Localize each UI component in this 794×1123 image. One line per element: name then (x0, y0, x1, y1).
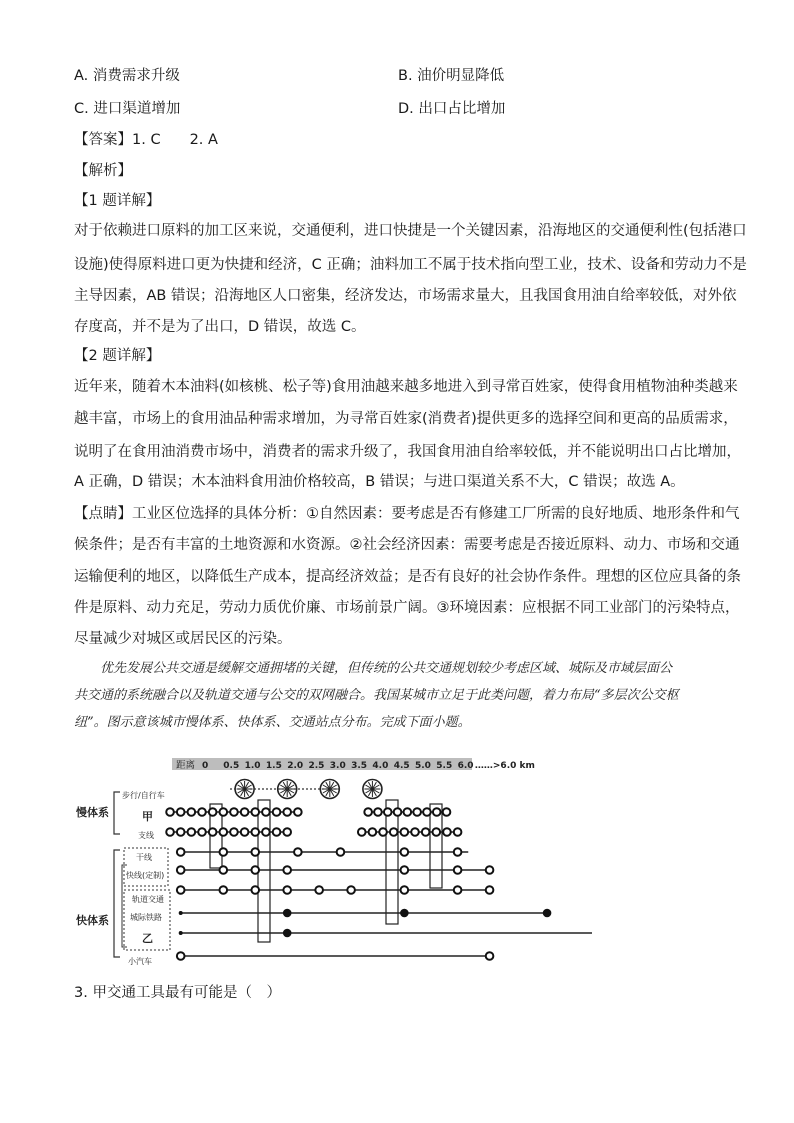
stop-marker (251, 808, 259, 816)
stop-marker (337, 848, 345, 856)
distance-tick-label: 1.5 (265, 761, 282, 771)
stop-marker (230, 808, 238, 816)
stop-marker (486, 866, 494, 874)
row-label-walk: 步行/自行车 (122, 791, 165, 800)
stop-marker (401, 886, 409, 894)
stop-marker (454, 886, 462, 894)
option-a: A. 消费需求升级 (74, 68, 180, 84)
stop-marker (294, 848, 302, 856)
stop-marker (413, 808, 421, 816)
q2-line: 说明了在食用油消费市场中，消费者的需求升级了，我国食用油自给率较低，并不能说明出口占比增加， (74, 444, 741, 460)
q1-tag: 【1 题详解】 (74, 193, 161, 209)
row-label-jia: 甲 (142, 810, 153, 823)
stop-marker (220, 828, 228, 836)
answer-text: 1. C 2. A (132, 132, 218, 148)
stop-marker (188, 828, 196, 836)
stop-marker (198, 808, 206, 816)
stop-marker (401, 866, 409, 874)
stop-marker (369, 828, 377, 836)
stop-marker (443, 828, 451, 836)
stop-marker (251, 828, 259, 836)
q2-line: A 正确，D 错误；木本油料食用油价格较高，B 错误；与进口渠道关系不大，C 错误；故选 A。 (74, 474, 685, 490)
stop-marker (433, 808, 441, 816)
tips-line: 运输便利的地区，以降低生产成本，提高经济效益；是否有良好的社会协作条件。理想的区位应具备的条 (74, 569, 741, 585)
stop-marker (283, 886, 291, 894)
stop-marker (384, 808, 392, 816)
q2-line: 近年来，随着木本油料(如核桃、松子等)食用油越来越多地进入到寻常百姓家，使得食用植物油种类越来 (74, 379, 738, 395)
stop-marker (404, 808, 412, 816)
q2-tag: 【2 题详解】 (74, 348, 161, 364)
distance-tick-label: 4.0 (372, 761, 389, 771)
q1-line: 主导因素，AB 错误；沿海地区人口密集，经济发达，市场需求量大，且我国食用油自给率较低，对外依 (74, 288, 737, 304)
distance-label: 距离 (176, 760, 196, 771)
stop-marker (198, 828, 206, 836)
slow-system-label: 慢体系 (76, 806, 109, 819)
distance-tick-label: 1.0 (244, 761, 261, 771)
stop-marker (188, 808, 196, 816)
stop-marker (241, 808, 249, 816)
stop-marker (262, 808, 270, 816)
stop-marker (283, 866, 291, 874)
stop-marker (209, 808, 217, 816)
answer-tag: 【答案】 (74, 132, 132, 148)
stop-marker (283, 808, 291, 816)
tips-line: 候条件；是否有丰富的土地资源和水资源。②社会经济因素：需要考虑是否接近原料、动力、市场和交通 (74, 537, 740, 553)
tips-line: 尽量减少对城区或居民区的污染。 (74, 631, 292, 647)
intro-line: 纽”。图示意该城市慢体系、快体系、交通站点分布。完成下面小题。 (74, 715, 471, 730)
stop-marker (177, 866, 185, 874)
q1-line: 设施)使得原料进口更为快捷和经济，C 正确；油料加工不属于技术指向型工业，技术、设备和劳动力不是 (74, 257, 747, 273)
intro-paragraph (74, 655, 724, 736)
transport-rows (166, 808, 592, 960)
answer-line (74, 131, 218, 149)
stop-marker (394, 808, 402, 816)
distance-tick-label: 6.0 (457, 761, 474, 771)
distance-tick-label: 3.5 (351, 761, 368, 771)
stop-marker (379, 828, 387, 836)
transit-hub-diagram (72, 752, 592, 972)
stop-marker (422, 828, 430, 836)
stop-marker (433, 828, 441, 836)
distance-tick-label: 4.5 (393, 761, 410, 771)
row-label-express: 快线(定制) (126, 871, 165, 880)
stop-marker (454, 828, 462, 836)
tips-first-line (74, 505, 740, 523)
stop-marker (401, 828, 409, 836)
stop-marker (411, 828, 419, 836)
row-label-intercity: 城际铁路 (130, 913, 162, 922)
stop-marker (315, 886, 323, 894)
option-c: C. 进口渠道增加 (74, 101, 181, 117)
tips-text: 工业区位选择的具体分析：①自然因素：要考虑是否有修建工厂所需的良好地质、地形条件和气 (132, 506, 740, 522)
row-label-rail: 轨道交通 (132, 895, 164, 904)
stop-marker (251, 866, 259, 874)
fast-bracket (114, 850, 120, 957)
hub-wheels (235, 780, 382, 799)
fast-system-label: 快体系 (76, 914, 109, 927)
q1-line: 对于依赖进口原料的加工区来说，交通便利，进口快捷是一个关键因素，沿海地区的交通便利性(包括港口 (74, 223, 747, 239)
stop-marker (177, 848, 185, 856)
stop-marker (486, 886, 494, 894)
stop-marker (347, 886, 355, 894)
distance-tick-label: 2.0 (287, 761, 304, 771)
stop-marker (177, 828, 185, 836)
row-label-trunk: 干线 (136, 853, 152, 862)
stop-marker (166, 808, 174, 816)
stop-marker (443, 808, 451, 816)
station-dot (543, 909, 552, 918)
option-b: B. 油价明显降低 (398, 68, 505, 84)
stop-marker (220, 808, 228, 816)
q1-line: 存度高，并不是为了出口，D 错误，故选 C。 (74, 319, 366, 335)
intro-line: 优先发展公共交通是缓解交通拥堵的关键，但传统的公共交通规划较少考虑区域、城际及市域层面公 (100, 661, 673, 676)
stop-marker (220, 886, 228, 894)
station-dot (400, 909, 409, 918)
stop-marker (273, 828, 281, 836)
stop-marker (262, 828, 270, 836)
stop-marker (401, 848, 409, 856)
stop-marker (220, 866, 228, 874)
tips-tag: 【点睛】 (74, 506, 132, 522)
stop-marker (209, 828, 217, 836)
q2-line: 越丰富，市场上的食用油品种需求增加，为寻常百姓家(消费者)提供更多的选择空间和更高的品质需求， (74, 411, 738, 427)
intro-line: 共交通的系统融合以及轨道交通与公交的双网融合。我国某城市立足于此类问题，着力布局“多层次公交枢 (74, 688, 679, 703)
distance-tick-label: 0 (202, 761, 209, 771)
station-dot (283, 909, 292, 918)
row-label-branch: 支线 (138, 831, 154, 840)
stop-marker (177, 952, 185, 960)
stop-marker (358, 828, 366, 836)
stop-marker (241, 828, 249, 836)
stop-marker (364, 808, 372, 816)
slow-bracket (114, 792, 120, 834)
stop-marker (230, 828, 238, 836)
distance-tick-label: 3.0 (329, 761, 346, 771)
row-label-yi: 乙 (142, 932, 153, 945)
stop-marker (374, 808, 382, 816)
stop-marker (251, 848, 259, 856)
stop-marker (294, 808, 302, 816)
station-dot (283, 929, 292, 938)
stop-marker (166, 828, 174, 836)
stop-marker (283, 828, 291, 836)
stop-marker (454, 848, 462, 856)
stop-marker (220, 848, 228, 856)
option-d: D. 出口占比增加 (398, 101, 506, 117)
stop-marker (251, 886, 259, 894)
distance-tick-label: 5.0 (415, 761, 431, 771)
row-label-car: 小汽车 (128, 957, 152, 966)
stop-marker (454, 866, 462, 874)
stop-marker (273, 808, 281, 816)
stop-marker (486, 952, 494, 960)
line-start-dot (179, 931, 183, 935)
distance-tick-label: ……>6.0 km (474, 761, 535, 771)
tips-line: 件是原料、动力充足，劳动力质优价廉、市场前景广阔。③环境因素：应根据不同工业部门的污染特点， (74, 600, 740, 616)
distance-tick-label: 5.5 (436, 761, 453, 771)
hub-box (386, 800, 398, 924)
stop-marker (423, 808, 431, 816)
line-start-dot (179, 911, 183, 915)
distance-tick-label: 0.5 (223, 761, 240, 771)
stop-marker (390, 828, 398, 836)
analysis-tag: 【解析】 (74, 163, 132, 179)
stop-marker (177, 808, 185, 816)
question-3: 3. 甲交通工具最有可能是（ ） (74, 985, 281, 1001)
distance-tick-label: 2.5 (308, 761, 325, 771)
stop-marker (177, 886, 185, 894)
